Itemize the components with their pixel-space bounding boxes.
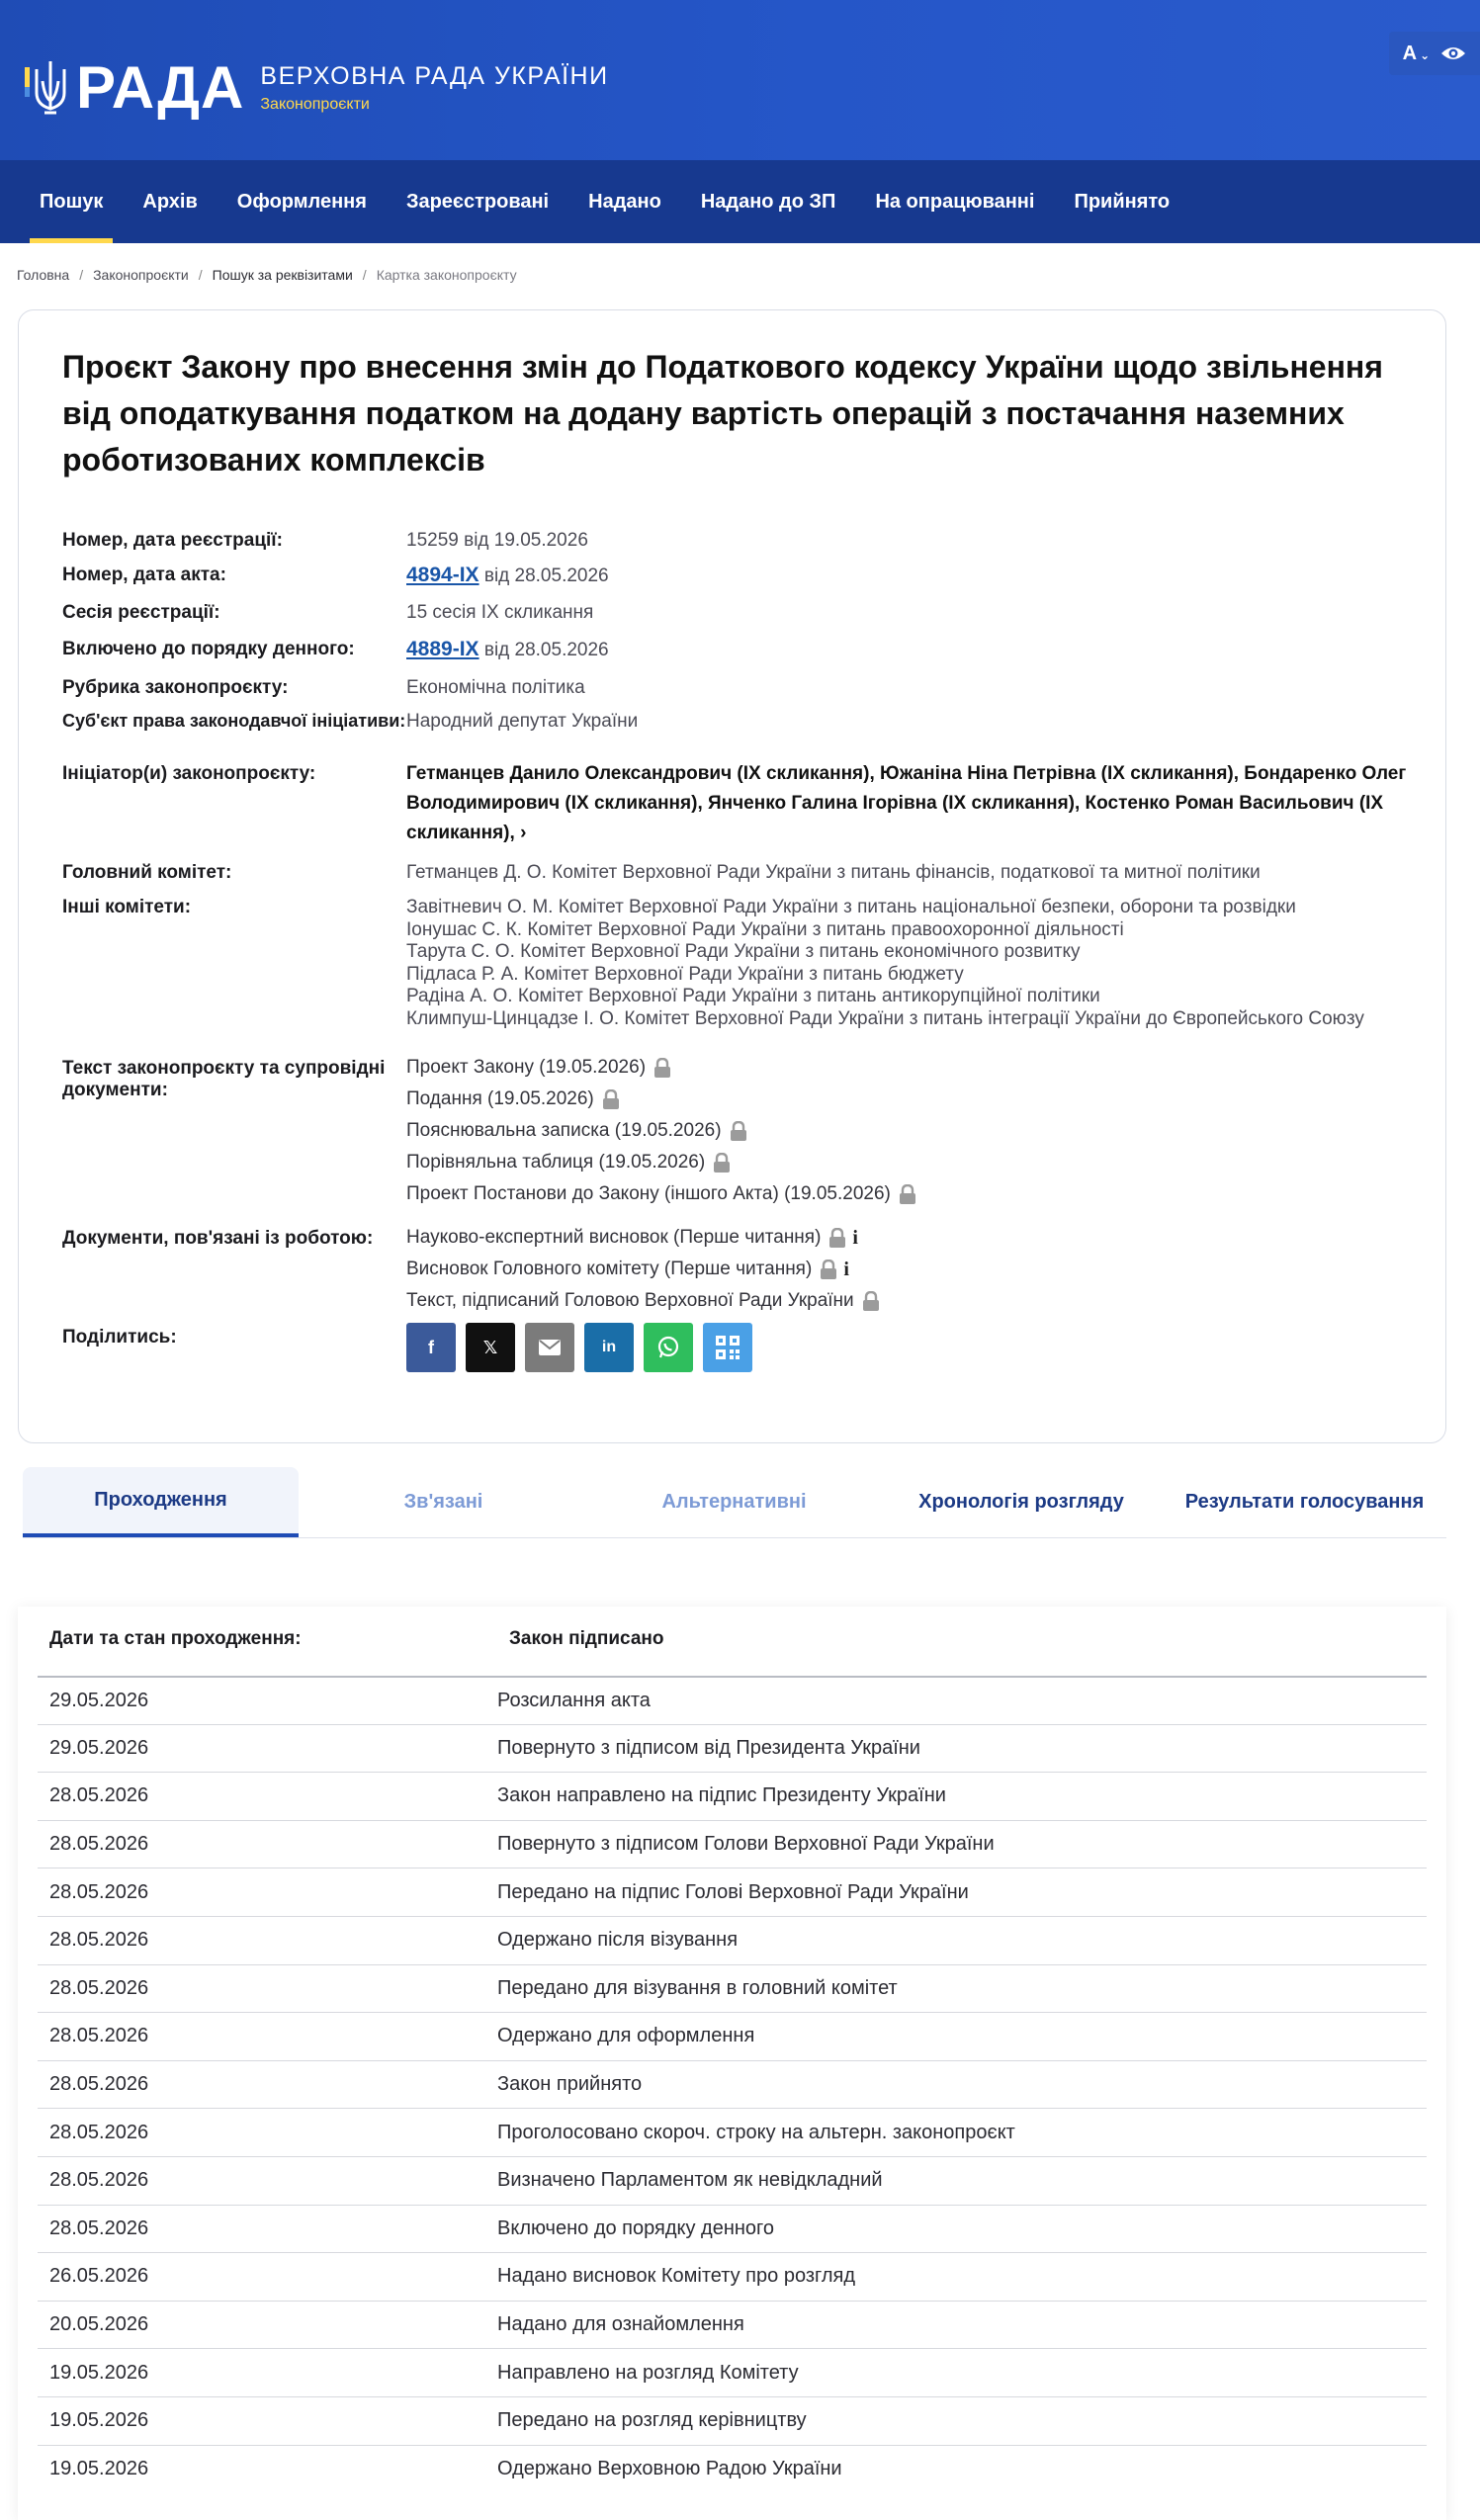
trident-icon (25, 57, 68, 119)
tab-alternative[interactable]: Альтернативні (661, 1491, 807, 1513)
row-date: 28.05.2026 (49, 1833, 149, 1856)
table-row (38, 2396, 1427, 2445)
document-item: Висновок Головного комітету (Перше читання) i (406, 1254, 1417, 1285)
tab-passage[interactable]: Проходження (23, 1467, 299, 1537)
breadcrumb-bills[interactable]: Законопроєкти (93, 266, 189, 283)
field-session: Сесія реєстрації: 15 сесія IX скликання (62, 602, 594, 623)
site-logo[interactable] (25, 54, 609, 121)
act-number-link[interactable]: 4894-IX (406, 564, 479, 586)
table-row (38, 2301, 1427, 2349)
row-date: 28.05.2026 (49, 2073, 149, 2096)
row-state: Направлено на розгляд Комітету (497, 2361, 799, 2384)
table-row (38, 1868, 1427, 1916)
share-qr-button[interactable] (703, 1323, 752, 1372)
document-item: Пояснювальна записка (19.05.2026) (406, 1115, 1417, 1147)
lock-icon (730, 1121, 747, 1141)
facebook-icon: f (428, 1338, 434, 1357)
nav-item-search[interactable]: Пошук (20, 160, 123, 243)
table-row (38, 1964, 1427, 2013)
site-header (0, 0, 1480, 160)
row-state: Надано для ознайомлення (497, 2313, 744, 2336)
column-header-state: Закон підписано (509, 1628, 664, 1649)
row-state: Передано на розгляд керівництву (497, 2409, 807, 2432)
row-date: 28.05.2026 (49, 2121, 149, 2143)
linkedin-icon: in (601, 1339, 617, 1355)
table-row (38, 2445, 1427, 2493)
site-title: ВЕРХОВНА РАДА УКРАЇНИ (260, 62, 609, 90)
breadcrumb-search[interactable]: Пошук за реквізитами (212, 266, 353, 283)
document-item: Текст, підписаний Головою Верховної Ради України (406, 1285, 1417, 1317)
row-date: 28.05.2026 (49, 2169, 149, 2192)
field-texts: Текст законопроєкту та супровідні документи: Проект Закону (19.05.2026) Подання (19.05.2026) Пояснювальна записка (19.05.2026) Порівняльна таблиця (19.05.2026) Проект Постанови до Закону (іншого Акта) (19.05.2026) (62, 1058, 1417, 1228)
chevron-down-icon: ⌄ (1420, 47, 1431, 62)
nav-item-registered[interactable]: Зареєстровані (405, 191, 550, 213)
breadcrumb-separator: / (362, 266, 367, 283)
nav-item-provided-zp[interactable]: Надано до ЗП (700, 191, 836, 213)
lock-icon (653, 1058, 671, 1078)
logo-word: РАДА (76, 54, 245, 121)
row-state: Повернуто з підписом від Президента України (497, 1736, 920, 1759)
bill-card (18, 309, 1446, 1443)
field-rubric: Рубрика законопроєкту: Економічна політика (62, 677, 585, 698)
lock-icon (713, 1153, 731, 1173)
row-date: 28.05.2026 (49, 2025, 149, 2047)
x-icon: 𝕏 (482, 1338, 498, 1357)
tab-voting-results[interactable]: Результати голосування (1184, 1491, 1425, 1513)
field-work-docs: Документи, пов'язані із роботою: Науково-експертний висновок (Перше читання) i Висновок Головного комітету (Перше читання) i Текст, підписаний Головою Верховної Ради України (62, 1228, 1417, 1327)
row-date: 19.05.2026 (49, 2361, 149, 2384)
document-item: Науково-експертний висновок (Перше читання) i (406, 1222, 1417, 1254)
row-state: Проголосовано скороч. строку на альтерн. законопроєкт (497, 2121, 1015, 2143)
font-size-toggle[interactable]: A ⌄ (1402, 42, 1431, 64)
committee-item: Підласа Р. А. Комітет Верховної Ради України з питань бюджету (406, 963, 964, 985)
tab-chronology[interactable]: Хронологія розгляду (918, 1491, 1124, 1513)
field-initiators: Ініціатор(и) законопроєкту: Гетманцев Данило Олександрович (IX скликання), Южаніна Ніна Петрівна (IX скликання), Бондаренко Олег Володимирович (IX скликання), Янченко Галина Ігорівна (IX скликання), Костенко Роман Васильович (IX скликання), › (62, 763, 1407, 843)
lock-icon (602, 1089, 620, 1109)
row-state: Визначено Парламентом як невідкладний (497, 2169, 883, 2192)
row-date: 29.05.2026 (49, 1736, 149, 1759)
share-email-button[interactable] (525, 1323, 574, 1372)
row-date: 20.05.2026 (49, 2313, 149, 2336)
row-state: Повернуто з підписом Голови Верховної Ради України (497, 1833, 995, 1856)
lock-icon (820, 1260, 837, 1279)
share-facebook-button[interactable] (406, 1323, 456, 1372)
nav-item-adopted[interactable]: Прийнято (1074, 191, 1171, 213)
row-date: 28.05.2026 (49, 1976, 149, 1999)
row-state: Передано на підпис Голові Верховної Ради України (497, 1880, 969, 1903)
field-subject: Суб'єкт права законодавчої ініціативи: Народний депутат України (62, 711, 639, 732)
row-date: 26.05.2026 (49, 2265, 149, 2288)
nav-item-processing[interactable]: На опрацюванні (875, 191, 1035, 213)
document-item: Проект Постанови до Закону (іншого Акта) (19.05.2026) (406, 1178, 1417, 1210)
document-item: Подання (19.05.2026) (406, 1084, 1417, 1115)
email-icon (539, 1340, 561, 1355)
bill-details (62, 530, 1417, 1372)
info-icon[interactable]: i (852, 1227, 858, 1249)
whatsapp-icon (656, 1336, 680, 1359)
field-share: Поділитись: f 𝕏 in (62, 1327, 1417, 1372)
row-state: Включено до порядку денного (497, 2216, 775, 2239)
row-date: 28.05.2026 (49, 1929, 149, 1952)
breadcrumb-current: Картка законопроєкту (376, 266, 517, 283)
committee-item: Іонушас С. К. Комітет Верховної Ради України з питань правоохоронної діяльності (406, 918, 1124, 940)
table-row (38, 2348, 1427, 2396)
table-row (38, 1772, 1427, 1820)
field-act: Номер, дата акта: 4894-IX від 28.05.2026 (62, 564, 609, 586)
field-agenda: Включено до порядку денного: 4889-IX від 28.05.2026 (62, 638, 609, 660)
chevron-right-icon[interactable]: › (520, 823, 527, 843)
row-date: 28.05.2026 (49, 2216, 149, 2239)
committee-item: Климпуш-Цинцадзе І. О. Комітет Верховної Ради України з питань інтеграції України до Європейського Союзу (406, 1007, 1364, 1029)
document-item: Проект Закону (19.05.2026) (406, 1052, 1417, 1084)
breadcrumb-home[interactable]: Головна (17, 266, 70, 283)
eye-icon[interactable] (1440, 44, 1466, 62)
row-state: Одержано Верховною Радою України (497, 2457, 842, 2479)
table-row (38, 1820, 1427, 1868)
passage-table (18, 1607, 1446, 2520)
committee-item: Тарута С. О. Комітет Верховної Ради України з питань економічного розвитку (406, 941, 1081, 962)
row-date: 28.05.2026 (49, 1880, 149, 1903)
main-nav (0, 160, 1480, 243)
share-linkedin-button[interactable] (584, 1323, 634, 1372)
row-state: Закон направлено на підпис Президенту України (497, 1784, 946, 1807)
table-row (38, 2012, 1427, 2060)
committee-item: Радіна А. О. Комітет Верховної Ради України з питань антикорупційної політики (406, 986, 1100, 1006)
bill-tabs (23, 1467, 1446, 1538)
breadcrumb-separator: / (198, 266, 203, 283)
accessibility-tools (1389, 32, 1480, 75)
field-registration: Номер, дата реєстрації: 15259 від 19.05.2026 (62, 530, 588, 551)
row-state: Розсилання акта (497, 1689, 651, 1711)
row-state: Одержано після візування (497, 1929, 739, 1952)
site-subtitle: Законопроєкти (260, 96, 370, 113)
committee-item: Завітневич О. М. Комітет Верховної Ради України з питань національної безпеки, оборони та розвідки (406, 897, 1296, 917)
nav-item-provided[interactable]: Надано (588, 191, 661, 213)
initiators-list[interactable]: Гетманцев Данило Олександрович (IX скликання), Южаніна Ніна Петрівна (IX скликання), Бондаренко Олег Володимирович (IX скликання), Янченко Галина Ігорівна (IX скликання), Костенко Роман Васильович (IX скликання), (406, 763, 1407, 843)
row-state: Одержано для оформлення (497, 2025, 755, 2047)
field-main-committee: Головний комітет: Гетманцев Д. О. Комітет Верховної Ради України з питань фінансів, податкової та митної політики (62, 862, 1261, 883)
qr-code-icon (715, 1335, 740, 1360)
row-date: 19.05.2026 (49, 2409, 149, 2432)
share-x-button[interactable] (466, 1323, 515, 1372)
agenda-number-link[interactable]: 4889-IX (406, 638, 479, 660)
passage-rows (38, 1676, 1427, 2492)
table-row (38, 1724, 1427, 1773)
tab-related[interactable]: Зв'язані (403, 1491, 483, 1513)
field-other-committees: Інші комітети: Завітневич О. М. Комітет Верховної Ради України з питань національної безпеки, оборони та розвідки Іонушас С. К. Комітет Верховної Ради України з питань правоохоронної діяльності Тарута С. О. Комітет Верховної Ради України з питань економічного розвитку Підласа Р. А. Комітет Верховної Ради України з питань бюджету Радіна А. О. Комітет Верховної Ради України з питань антикорупційної політики Климпуш-Цинцадзе І. О. Комітет Верховної Ради України з питань інтеграції України до Європейського Союзу (62, 897, 1417, 1058)
table-row (38, 2108, 1427, 2156)
table-row (38, 2252, 1427, 2301)
lock-icon (828, 1228, 846, 1248)
row-date: 19.05.2026 (49, 2457, 149, 2479)
lock-icon (899, 1184, 916, 1204)
nav-item-formatting[interactable]: Оформлення (236, 191, 367, 213)
row-state: Закон прийнято (497, 2073, 643, 2096)
breadcrumb-separator: / (79, 266, 84, 283)
nav-item-archive[interactable]: Архів (142, 191, 198, 213)
share-whatsapp-button[interactable] (644, 1323, 693, 1372)
breadcrumb (0, 243, 1480, 288)
row-date: 28.05.2026 (49, 1784, 149, 1807)
table-row (38, 1916, 1427, 1964)
page-title: Проєкт Закону про внесення змін до Податкового кодексу України щодо звільнення від оподаткування податком на додану вартість операцій з постачання наземних роботизованих комплексів (62, 349, 1383, 478)
table-row (38, 2060, 1427, 2109)
row-date: 29.05.2026 (49, 1689, 149, 1711)
column-header-date: Дати та стан проходження: (49, 1628, 302, 1649)
row-state: Надано висновок Комітету про розгляд (497, 2265, 856, 2288)
row-state: Передано для візування в головний комітет (497, 1976, 898, 1999)
table-row (38, 1676, 1427, 1724)
table-row (38, 2205, 1427, 2253)
document-item: Порівняльна таблиця (19.05.2026) (406, 1147, 1417, 1178)
table-row (38, 2156, 1427, 2205)
lock-icon (862, 1291, 880, 1311)
info-icon[interactable]: i (843, 1259, 849, 1280)
